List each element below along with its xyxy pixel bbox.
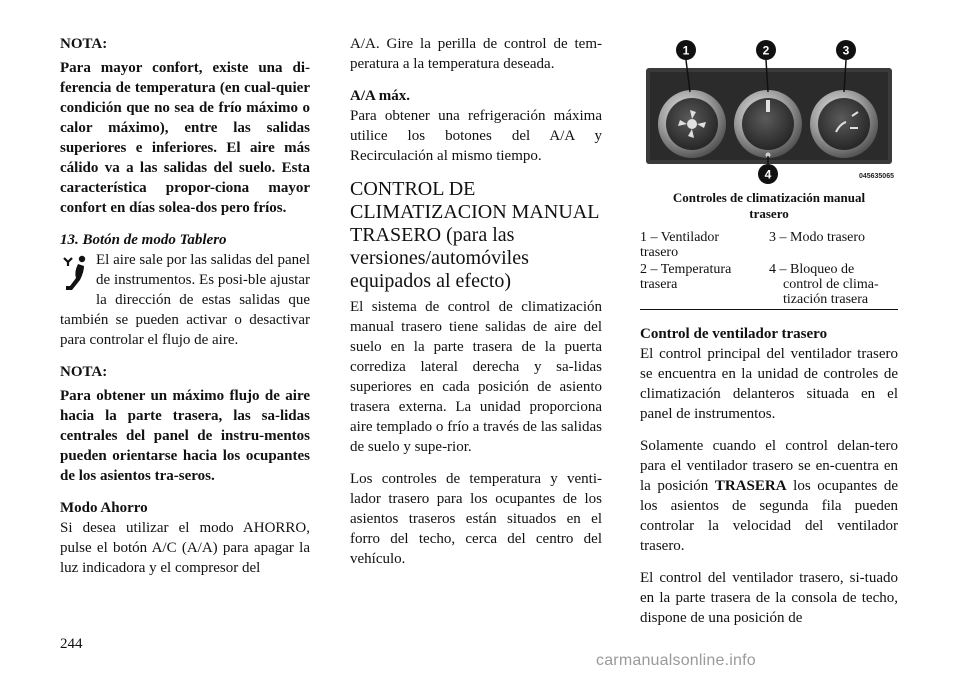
legend-text: trasera	[640, 277, 678, 292]
legend-text: trasero	[640, 245, 679, 260]
max-ac-title: A/A máx.	[350, 88, 410, 104]
dashboard-mode-icon	[60, 252, 90, 292]
ac-continuation-text: A/A. Gire la perilla de control de tem-peratura a la temperatura deseada.	[350, 36, 602, 72]
callout-4: 4	[764, 167, 772, 182]
rear-position-text	[640, 436, 898, 556]
heading-line: CLIMATIZACION MANUAL	[350, 201, 600, 223]
callout-3: 3	[842, 43, 850, 58]
legend-item-1	[640, 230, 769, 262]
legend-text: 3 – Modo trasero	[769, 230, 866, 245]
legend-row	[640, 262, 898, 309]
section-heading	[350, 178, 602, 293]
legend-item-2	[640, 262, 769, 309]
page-number: 244	[60, 636, 83, 652]
rear-fan-text: El control principal del ventilador trasero se encuentra en la unidad de controles de climatización delanteros situada en el panel de instrumentos.	[640, 346, 898, 422]
watermark: carmanualsonline.info	[596, 652, 756, 669]
caption-line: trasero	[749, 206, 789, 221]
note-label: NOTA:	[60, 36, 108, 52]
text-run: Solamente cuando el control delan-tero para el ventilador trasero se en-cuentra en la posición	[640, 438, 898, 494]
heading-line: versiones/automóviles	[350, 247, 529, 269]
legend-row	[640, 230, 898, 262]
rear-position-keyword: TRASERA	[714, 478, 787, 494]
column-left	[60, 34, 310, 590]
controls-illustration	[640, 36, 898, 186]
note-text-comfort: Para mayor confort, existe una di-ferencia de temperatura (en cual-quier condición que no sea de frío máximo o calor máximo), entre las salidas superiores e inferiores. El aire más cálido va a las salidas del suelo. Esta característica propor-ciona mayor confort en días solea-dos pero fríos.	[60, 60, 310, 216]
callout-1: 1	[682, 43, 690, 58]
caption-line: Controles de climatización manual	[672, 190, 866, 205]
legend-item-4	[769, 262, 898, 309]
rear-controls-location: Los controles de temperatura y venti-lador trasero para los ocupantes de los asientos traseros están situados en el forro del techo, cerca del centro del vehículo.	[350, 471, 602, 567]
eco-mode-title: Modo Ahorro	[60, 500, 148, 516]
column-right	[640, 36, 898, 640]
legend-text: control de clima-	[783, 277, 879, 292]
rear-fan-control-text: El control del ventilador trasero, si-tuado en la parte trasera de la consola de techo, dispone de una posición de	[640, 570, 898, 626]
rear-climate-description: El sistema de control de climatización manual trasero tiene salidas de aire del suelo en la parte trasera de la puerta corrediza lateral derecha y sa-lidas superiores en cada posición de asiento trasera externa. La unidad proporciona aire templado o frío a través de las salidas de suelo y supe-rior.	[350, 299, 602, 455]
mode-dashboard-block	[60, 250, 310, 350]
figure-code: 045635065	[858, 173, 894, 180]
heading-line: CONTROL DE	[350, 178, 476, 200]
mode-dashboard-title: 13. Botón de modo Tablero	[60, 232, 227, 248]
note-label: NOTA:	[60, 364, 108, 380]
note-text-airflow: Para obtener un máximo flujo de aire hacia la parte trasera, las sa-lidas centrales del panel de instru-mentos pueden orientarse hacia los ocupantes de los asientos tra-seros.	[60, 388, 310, 484]
rear-fan-title: Control de ventilador trasero	[640, 326, 828, 342]
mode-dashboard-text: El aire sale por las salidas del panel de instrumentos. Es posi-ble ajustar la dirección de estas salidas que también se pueden activar o desactivar para controlar el flujo de aire.	[60, 252, 310, 348]
legend-text: 1 – Ventilador	[640, 230, 720, 245]
legend-text: 2 – Temperatura	[640, 262, 732, 277]
heading-line: equipados al efecto)	[350, 270, 512, 292]
text-run: los ocupantes de los asientos de segunda fila pueden controlar la velocidad del ventilador trasero.	[640, 478, 899, 554]
max-ac-text: Para obtener una refrigeración máxima utilice los botones del A/A y Recirculación al mismo tiempo.	[350, 108, 602, 164]
legend-text: 4 – Bloqueo de	[769, 262, 855, 277]
figure-caption	[640, 190, 898, 222]
legend-item-3	[769, 230, 898, 262]
heading-line: TRASERO (para las	[350, 224, 515, 246]
legend-text: tización trasera	[783, 292, 869, 307]
rear-climate-controls-figure	[640, 36, 898, 186]
eco-mode-text: Si desea utilizar el modo AHORRO, pulse el botón A/C (A/A) para apagar la luz indicadora y el compresor del	[60, 520, 310, 576]
column-middle	[350, 34, 602, 581]
figure-legend	[640, 230, 898, 310]
callout-2: 2	[762, 43, 770, 58]
